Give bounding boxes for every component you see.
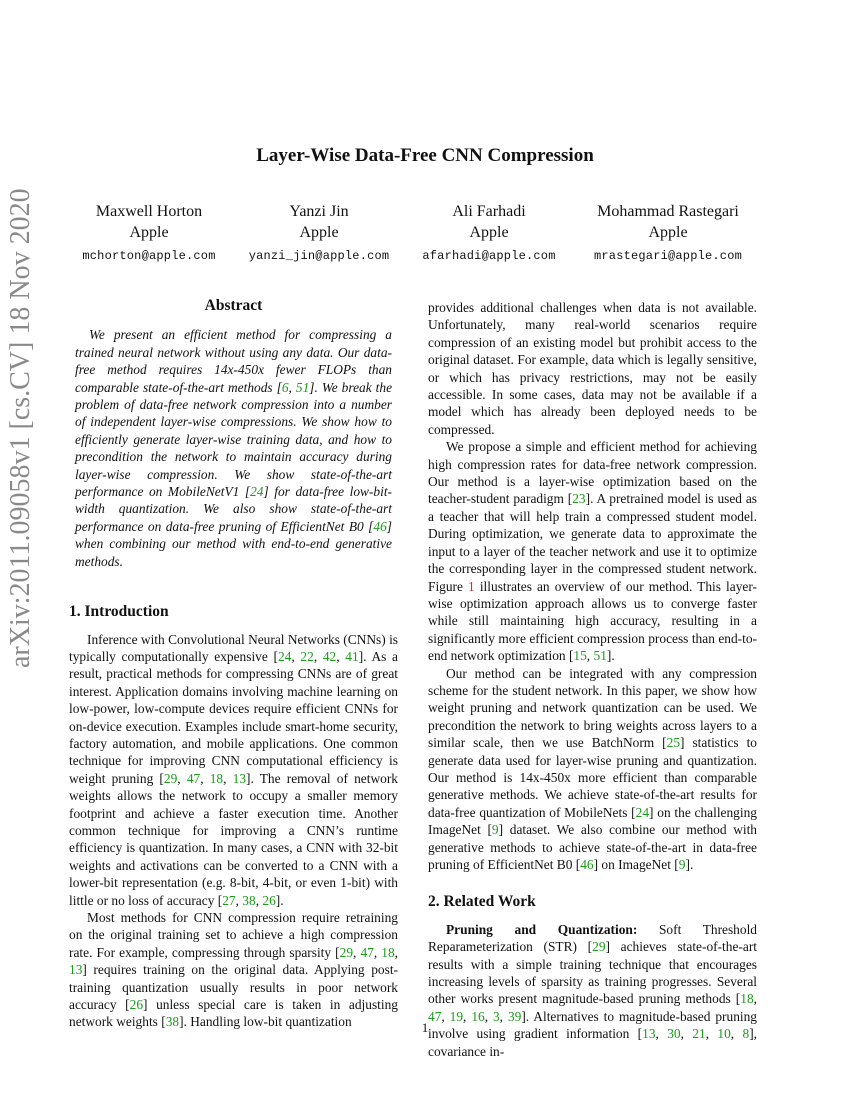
author-email: mrastegari@apple.com <box>593 249 743 263</box>
citation-link[interactable]: 24 <box>635 804 650 820</box>
citation-link[interactable]: 46 <box>580 857 594 872</box>
citation-link[interactable]: 26 <box>129 997 144 1013</box>
citation-link[interactable]: 18 <box>740 991 754 1007</box>
intro-paragraph: Our method can be integrated with any compression scheme for the student network. In this paper, we show how weight pruning and network quantization can be used. We precondition the network to bring weights across layers to a similar scale, then we use BatchNorm [25] statistics to generate data used for layer-wise pruning and quantization. Our method is 14x-450x more efficient than comparable generative methods. We achieve state-of-the-art results for data-free quantization of MobileNets [24] on the challenging ImageNet [9] dataset. We also combine our method with generative methods to achieve state-of-the-art in data-free pruning of EfficientNet B0 [46] on ImageNet [9]. <box>428 665 757 872</box>
citation-link[interactable]: 41 <box>345 648 359 664</box>
citation-link[interactable]: 21 <box>692 1026 706 1042</box>
intro-paragraph-continued: provides additional challenges when data is not available. Unfortunately, many real-world scenarios require compression of an existing model but prohibit access to the original dataset. For example, data which is legally sensitive, or which has privacy restrictions, may not be easily accessible. In some cases, data may not be available if a model which has already been deployed needs to be compressed. <box>428 300 757 437</box>
figure-reference-link[interactable]: 1 <box>468 578 475 594</box>
intro-paragraph: Most methods for CNN compression require retraining on the original training set to achieve a high compression rate. For example, compressing through sparsity [29, 47, 18, 13] requires training on the original data. Applying post-training quantization usually results in poor network accuracy [26] unless special care is taken in adjusting network weights [38]. Handling low-bit quantization <box>69 910 399 1030</box>
citation-link[interactable]: 47 <box>186 770 201 786</box>
citation-link[interactable]: 25 <box>666 735 681 751</box>
author-affiliation: Apple <box>648 224 688 241</box>
citation-link[interactable]: 47 <box>360 944 374 960</box>
page-number: 1 <box>421 1020 429 1035</box>
paragraph-subheading: Pruning and Quantization: <box>446 921 638 937</box>
citation-link[interactable]: 15 <box>573 648 587 664</box>
citation-link[interactable]: 19 <box>449 1008 464 1024</box>
author-affiliation: Apple <box>469 224 509 241</box>
author-block <box>389 201 589 267</box>
citation-link[interactable]: 46 <box>373 518 387 534</box>
citation-link[interactable]: 27 <box>222 892 236 908</box>
section-heading-related-work: 2. Related Work <box>428 893 536 911</box>
author-affiliation: Apple <box>299 224 339 241</box>
author-name: Ali Farhadi <box>452 203 526 220</box>
author-block <box>568 201 768 267</box>
author-email: afarhadi@apple.com <box>422 249 556 263</box>
paper-title: Layer-Wise Data-Free CNN Compression <box>256 145 594 166</box>
section-heading-introduction: 1. Introduction <box>69 603 169 621</box>
citation-link[interactable]: 29 <box>592 939 606 955</box>
citation-link[interactable]: 24 <box>250 484 264 500</box>
intro-paragraph: We propose a simple and efficient method for achieving high compression rates for data-free network compression. Our method is a layer-wise optimization based on the teacher-student paradigm [23]. A pretrained model is used as a teacher that will help train a compressed student model. During optimization, we generate data to approximate the input to a layer of the teacher network and use it to optimize the corresponding layer in the compressed student network. Figure 1 illustrates an overview of our method. This layer-wise optimization approach allows us to converge faster while still maintaining high accuracy, resulting in a significantly more efficient compression process than end-to-end network optimization [15, 51]. <box>428 439 757 664</box>
citation-link[interactable]: 13 <box>69 962 83 978</box>
citation-link[interactable]: 13 <box>642 1026 656 1042</box>
citation-link[interactable]: 51 <box>295 379 310 395</box>
author-email: yanzi_jin@apple.com <box>248 249 390 263</box>
author-affiliation: Apple <box>129 224 169 241</box>
abstract-text: We present an efficient method for compressing a trained neural network without using any data. Our data-free method requires 14x-450x fewer FLOPs than comparable state-of-the-art methods [6, 51]. We break the problem of data-free network compression into a number of independent layer-wise compressions. We show how to efficiently generate layer-wise training data, and how to precondition the network to maintain accuracy during layer-wise compression. We show state-of-the-art performance on MobileNetV1 [24] for data-free low-bit-width quantization. We also show state-of-the-art performance on data-free pruning of EfficientNet B0 [46] when combining our method with end-to-end generative methods. <box>75 327 393 569</box>
author-name: Maxwell Horton <box>95 203 203 220</box>
citation-link[interactable]: 29 <box>163 770 178 786</box>
citation-link[interactable]: 39 <box>507 1008 522 1024</box>
citation-link[interactable]: 16 <box>471 1008 485 1024</box>
citation-link[interactable]: 23 <box>572 491 586 507</box>
arxiv-identifier: arXiv:2011.09058v1 [cs.CV] 18 Nov 2020 <box>5 188 36 668</box>
citation-link[interactable]: 29 <box>339 944 354 960</box>
abstract-heading: Abstract <box>204 297 263 314</box>
right-column <box>428 299 757 1060</box>
citation-link[interactable]: 13 <box>232 770 247 786</box>
citation-link[interactable]: 26 <box>262 892 276 908</box>
citation-link[interactable]: 47 <box>428 1008 442 1024</box>
citation-link[interactable]: 3 <box>492 1008 500 1024</box>
citation-link[interactable]: 22 <box>300 648 314 664</box>
author-email: mchorton@apple.com <box>82 249 216 263</box>
citation-link[interactable]: 42 <box>322 648 337 664</box>
citation-link[interactable]: 30 <box>667 1026 681 1042</box>
citation-link[interactable]: 8 <box>742 1026 750 1042</box>
author-name: Yanzi Jin <box>289 203 349 220</box>
related-paragraph: Pruning and Quantization: Soft Threshold Reparameterization (STR) [29] achieves state-of-the-art results with a simple training technique that encourages increasing levels of sparsity as training progresses. Several other works present magnitude-based pruning methods [18, 47, 19, 16, 3, 39]. Alternatives to magnitude-based pruning involve using gradient information [13, 30, 21, 10, 8], covariance in- <box>428 921 758 1059</box>
citation-link[interactable]: 9 <box>678 857 686 872</box>
left-column <box>69 297 398 1031</box>
citation-link[interactable]: 18 <box>381 944 395 960</box>
citation-link[interactable]: 9 <box>491 822 499 838</box>
citation-link[interactable]: 38 <box>165 1014 180 1030</box>
citation-link[interactable]: 38 <box>242 892 256 908</box>
author-name: Mohammad Rastegari <box>597 203 739 220</box>
citation-link[interactable]: 6 <box>281 379 289 395</box>
citation-link[interactable]: 18 <box>209 770 224 786</box>
citation-link[interactable]: 51 <box>593 648 607 664</box>
intro-paragraph: Inference with Convolutional Neural Networks (CNNs) is typically computationally expensive [24, 22, 42, 41]. As a result, practical methods for compressing CNNs are of great interest. Application domains involving machine learning on low-power, low-compute devices require efficient CNNs for on-device execution. Examples include smart-home security, factory automation, and mobile applications. One common technique for improving CNN computational efficiency is weight pruning [29, 47, 18, 13]. The removal of network weights allows the network to occupy a smaller memory footprint and achieve a faster execution time. Another common technique for improving a CNN’s runtime efficiency is quantization. In many cases, a CNN with 32-bit weights and activations can be converted to a CNN with a lower-bit representation (e.g. 8-bit, 4-bit, or even 1-bit) with little or no loss of accuracy [27, 38, 26]. <box>69 631 398 908</box>
citation-link[interactable]: 10 <box>717 1026 731 1042</box>
citation-link[interactable]: 24 <box>277 648 292 664</box>
